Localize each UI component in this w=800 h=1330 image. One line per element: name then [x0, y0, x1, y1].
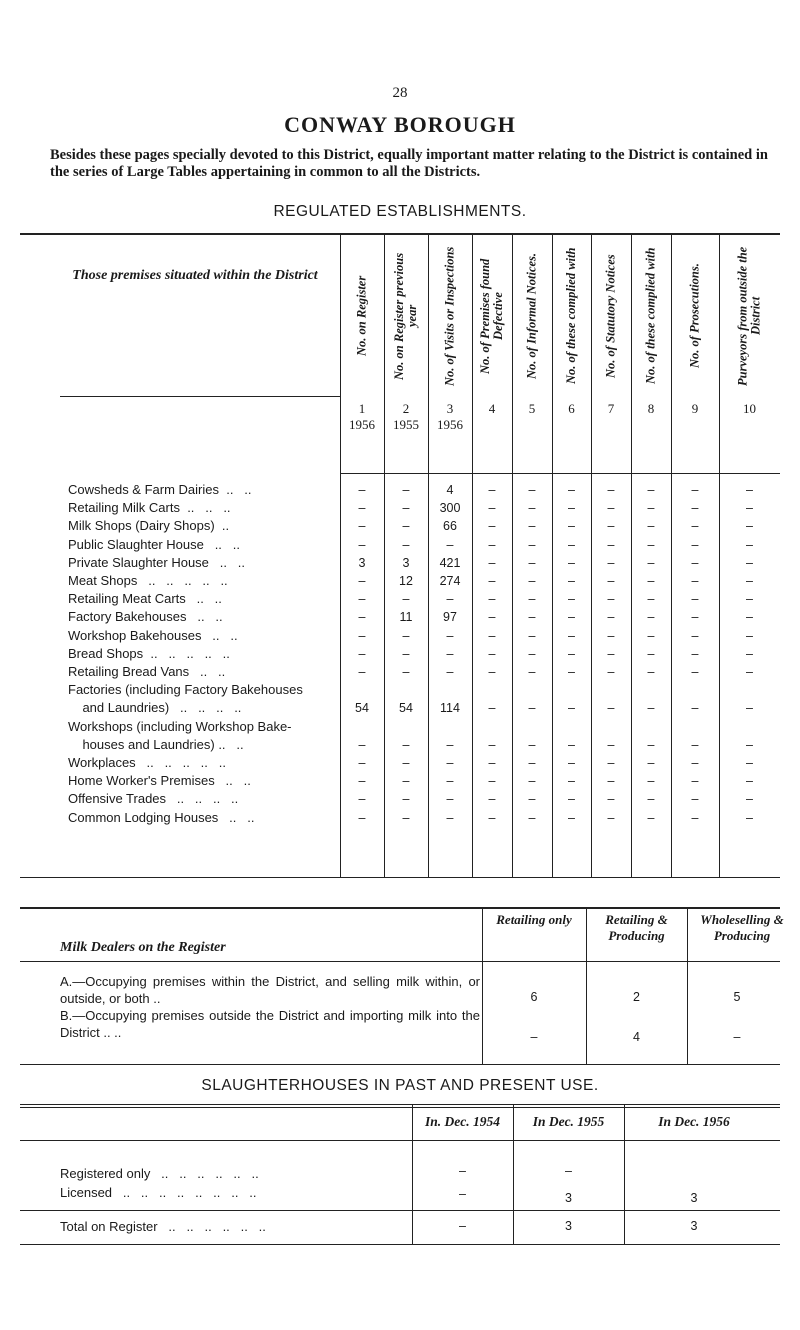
- table-row-label: Retailing Milk Carts .. .. ..: [68, 500, 231, 516]
- milk-col-header-retailing: Retailing only: [496, 912, 572, 927]
- table-cell: –: [402, 628, 410, 643]
- table-bottom-rule: [20, 877, 780, 878]
- intro-paragraph: Besides these pages specially devoted to this District, equally important matter relating to the District is contained in the series of Large Tables appertaining in common to all the Districts.: [50, 147, 768, 180]
- table-cell: –: [358, 592, 366, 607]
- milk-top-rule: [20, 907, 780, 909]
- table-cell: –: [568, 483, 575, 497]
- table-cell: –: [402, 665, 410, 679]
- table-cell: –: [647, 737, 655, 752]
- column-number: 1: [358, 401, 366, 416]
- table-cell: –: [488, 810, 496, 825]
- table-cell: –: [647, 810, 655, 825]
- table-cell: –: [528, 537, 536, 552]
- milk-row-b-wholeselling: –: [733, 1030, 741, 1044]
- table-cell: –: [746, 592, 753, 607]
- table-cell: –: [358, 792, 366, 807]
- table-cell: –: [488, 592, 496, 607]
- table-cell: –: [488, 537, 496, 552]
- table-cell: –: [691, 737, 699, 752]
- table-cell: –: [746, 665, 753, 679]
- slaughter-bottom-rule: [20, 1244, 780, 1245]
- table-cell: –: [402, 756, 410, 770]
- table-cell: –: [746, 646, 753, 661]
- table-cell: –: [691, 592, 699, 607]
- table-cell: –: [607, 501, 615, 516]
- table-cell: –: [746, 701, 753, 716]
- table-cell: –: [528, 665, 536, 679]
- column-header: No. of Visits or Inspections: [442, 246, 457, 386]
- table-cell: –: [746, 610, 753, 625]
- table-cell: –: [402, 646, 410, 661]
- column-number: 7: [607, 401, 615, 416]
- table-cell: –: [746, 574, 753, 588]
- table-cell: –: [528, 574, 536, 588]
- table-row-label: Workplaces .. .. .. .. ..: [68, 755, 226, 770]
- table-cell: 4: [446, 483, 454, 497]
- table-cell: –: [691, 574, 699, 588]
- table-cell: –: [528, 774, 536, 789]
- table-cell: –: [528, 701, 536, 716]
- table-cell: –: [607, 519, 615, 534]
- slaughter-col-1956: In Dec. 1956: [658, 1114, 730, 1129]
- table-cell: –: [746, 792, 753, 807]
- table-cell: 3: [402, 555, 410, 570]
- column-header: No. on Register: [354, 275, 369, 357]
- table-cell: –: [647, 483, 655, 497]
- table-cell: –: [691, 646, 699, 661]
- table-cell: –: [488, 737, 496, 752]
- table-cell: –: [607, 756, 615, 770]
- table-cell: –: [402, 592, 410, 607]
- table-cell: –: [488, 574, 496, 588]
- milk-header-label: Milk Dealers on the Register: [60, 940, 226, 955]
- table-cell: –: [402, 519, 410, 534]
- table-cell: –: [746, 756, 753, 770]
- slaughter-header-rule: [20, 1140, 780, 1141]
- table-cell: 11: [399, 610, 413, 625]
- milk-row-b-retailing: –: [530, 1030, 538, 1044]
- table-cell: –: [607, 701, 615, 716]
- slaughter-registered-1954: –: [459, 1164, 466, 1178]
- table-cell: –: [358, 537, 366, 552]
- table-cell: –: [647, 519, 655, 534]
- table-cell: –: [488, 628, 496, 643]
- table-cell: –: [402, 737, 410, 752]
- table-row-label: Home Worker's Premises .. ..: [68, 773, 251, 789]
- table-cell: –: [358, 483, 366, 497]
- table-cell: –: [402, 774, 410, 789]
- table-cell: –: [691, 792, 699, 807]
- column-number: 6: [568, 401, 575, 416]
- milk-row-b-retailing-producing: 4: [633, 1030, 640, 1044]
- table-cell: 274: [439, 574, 461, 588]
- slaughter-licensed-1955: 3: [565, 1191, 572, 1205]
- table-cell: –: [647, 537, 655, 552]
- table-cell: –: [568, 519, 575, 534]
- table-cell: –: [607, 628, 615, 643]
- table-cell: –: [528, 501, 536, 516]
- table-cell: –: [528, 737, 536, 752]
- page-title: CONWAY BOROUGH: [284, 112, 516, 137]
- milk-col-header-retailing-producing: Retailing & Producing: [605, 912, 668, 943]
- column-header: Purveyors from outside the District: [735, 246, 763, 386]
- column-header: No. of Statutory Notices: [603, 254, 618, 378]
- table-row-label: Factory Bakehouses .. ..: [68, 609, 223, 625]
- milk-row-b-label: B.—Occupying premises outside the District and importing milk into the District .. ..: [60, 1008, 480, 1040]
- table-cell: –: [647, 774, 655, 789]
- table-cell: –: [528, 756, 536, 770]
- table-cell: –: [607, 665, 615, 679]
- table-cell: 97: [443, 610, 457, 625]
- slaughter-total-1955: 3: [565, 1219, 572, 1233]
- milk-row-a-label: A.—Occupying premises within the District, and selling milk within, or outside, or both ..: [60, 974, 480, 1006]
- table-cell: –: [607, 792, 615, 807]
- table-cell: –: [746, 774, 753, 789]
- table-cell: –: [607, 555, 615, 570]
- table-cell: –: [647, 574, 655, 588]
- table-cell: –: [607, 592, 615, 607]
- table-cell: –: [446, 646, 454, 661]
- slaughter-top-rule: [20, 1104, 780, 1105]
- table-cell: –: [402, 810, 410, 825]
- table-cell: –: [568, 555, 575, 570]
- column-year: 1956: [437, 417, 463, 432]
- table-cell: –: [647, 756, 655, 770]
- table-cell: –: [488, 756, 496, 770]
- table-cell: –: [607, 737, 615, 752]
- table-cell: –: [528, 483, 536, 497]
- column-header: No. on Register previous year: [392, 252, 419, 380]
- table-cell: –: [528, 810, 536, 825]
- table-row-label: Factories (including Factory Bakehouses and Laundries) .. .. .. ..: [68, 682, 303, 716]
- slaughter-registered-1955: –: [565, 1164, 572, 1178]
- table-cell: –: [647, 701, 655, 716]
- table-cell: 66: [443, 519, 457, 534]
- column-number: 9: [691, 401, 699, 416]
- milk-col-header-wholeselling: Wholeselling & Producing: [700, 912, 784, 943]
- regulated-heading: REGULATED ESTABLISHMENTS.: [273, 203, 527, 220]
- table-cell: –: [746, 810, 753, 825]
- table-cell: –: [358, 501, 366, 516]
- table-cell: –: [446, 592, 454, 607]
- column-number: 4: [488, 401, 496, 416]
- column-number: 5: [528, 401, 536, 416]
- slaughter-licensed-1956: 3: [690, 1191, 698, 1205]
- table-cell: –: [358, 810, 366, 825]
- table-cell: –: [488, 792, 496, 807]
- table-cell: –: [358, 737, 366, 752]
- table-cell: –: [691, 501, 699, 516]
- table-cell: –: [691, 756, 699, 770]
- table-cell: –: [446, 774, 454, 789]
- table-cell: –: [607, 610, 615, 625]
- table-cell: –: [358, 774, 366, 789]
- table-cell: –: [607, 574, 615, 588]
- table-cell: –: [358, 519, 366, 534]
- table-cell: –: [402, 537, 410, 552]
- table-row-label: Private Slaughter House .. ..: [68, 554, 246, 570]
- table-cell: 54: [355, 701, 369, 716]
- table-cell: –: [488, 519, 496, 534]
- table-cell: 54: [399, 701, 413, 716]
- column-header: No. of these complied with: [643, 247, 658, 385]
- table-cell: –: [647, 792, 655, 807]
- table-cell: –: [691, 519, 699, 534]
- table-cell: –: [446, 737, 454, 752]
- table-cell: 12: [399, 574, 413, 588]
- table-cell: –: [691, 665, 699, 679]
- table-row-label: Cowsheds & Farm Dairies .. ..: [68, 482, 252, 497]
- table-cell: –: [358, 646, 366, 661]
- table-cell: –: [568, 501, 575, 516]
- table-cell: –: [568, 646, 575, 661]
- milk-bottom-rule: [20, 1064, 780, 1065]
- table-cell: –: [488, 483, 496, 497]
- table-cell: –: [746, 555, 753, 570]
- table-cell: 421: [439, 555, 461, 570]
- slaughter-col-1954: In. Dec. 1954: [425, 1114, 500, 1129]
- row-header-label: Those premises situated within the District: [72, 268, 318, 283]
- table-cell: –: [568, 810, 575, 825]
- table-cell: –: [488, 701, 496, 716]
- slaughter-heading: SLAUGHTERHOUSES IN PAST AND PRESENT USE.: [201, 1077, 599, 1094]
- table-cell: –: [358, 574, 366, 588]
- table-cell: –: [402, 483, 410, 497]
- table-cell: –: [746, 483, 753, 497]
- slaughter-total-rule: [20, 1210, 780, 1211]
- slaughter-total-1956: 3: [690, 1219, 698, 1233]
- table-cell: –: [488, 665, 496, 679]
- header-bottom-rule: [340, 473, 780, 474]
- table-cell: –: [647, 646, 655, 661]
- column-number: 2: [402, 401, 410, 416]
- table-cell: –: [446, 810, 454, 825]
- table-cell: –: [691, 483, 699, 497]
- table-cell: –: [358, 665, 366, 679]
- table-cell: –: [358, 610, 366, 625]
- slaughter-licensed-1954: –: [459, 1187, 466, 1201]
- table-cell: –: [746, 737, 753, 752]
- table-cell: –: [568, 774, 575, 789]
- table-cell: –: [746, 501, 753, 516]
- table-cell: –: [568, 756, 575, 770]
- table-cell: –: [528, 646, 536, 661]
- column-header: No. of Premises found Defective: [478, 258, 505, 374]
- table-cell: –: [528, 592, 536, 607]
- column-number: 3: [446, 401, 454, 416]
- table-cell: –: [607, 483, 615, 497]
- table-cell: –: [402, 792, 410, 807]
- table-cell: –: [607, 646, 615, 661]
- table-cell: –: [568, 537, 575, 552]
- table-cell: –: [647, 665, 655, 679]
- table-cell: –: [568, 628, 575, 643]
- milk-row-a-retailing-producing: 2: [633, 990, 640, 1004]
- table-cell: –: [691, 610, 699, 625]
- table-cell: –: [358, 756, 366, 770]
- table-cell: –: [746, 519, 753, 534]
- table-row-label: Workshops (including Workshop Bake- houses and Laundries) .. ..: [68, 718, 292, 752]
- table-cell: –: [446, 628, 454, 643]
- slaughter-row-registered-label: Registered only .. .. .. .. .. ..: [60, 1166, 259, 1181]
- table-row-label: Retailing Meat Carts .. ..: [68, 591, 222, 607]
- slaughter-row-licensed-label: Licensed .. .. .. .. .. .. .. ..: [60, 1185, 257, 1200]
- table-row-label: Public Slaughter House .. ..: [68, 536, 240, 552]
- table-cell: –: [488, 646, 496, 661]
- column-year: 1956: [349, 417, 375, 432]
- table-cell: –: [647, 592, 655, 607]
- table-cell: –: [568, 737, 575, 752]
- table-row-label: Meat Shops .. .. .. .. ..: [68, 573, 228, 588]
- table-cell: –: [568, 701, 575, 716]
- table-cell: –: [647, 501, 655, 516]
- table-cell: 114: [440, 701, 460, 716]
- milk-row-a-retailing: 6: [530, 990, 538, 1004]
- milk-row-a-wholeselling: 5: [733, 990, 741, 1004]
- table-cell: –: [446, 792, 454, 807]
- table-row-label: Milk Shops (Dairy Shops) ..: [68, 518, 230, 534]
- table-row-label: Retailing Bread Vans .. ..: [68, 664, 226, 679]
- column-header: No. of Prosecutions.: [687, 263, 702, 369]
- table-cell: –: [488, 774, 496, 789]
- column-header: No. of Informal Notices.: [524, 252, 539, 380]
- table-cell: –: [488, 501, 496, 516]
- table-row-label: Common Lodging Houses .. ..: [68, 809, 255, 825]
- table-cell: –: [568, 792, 575, 807]
- table-cell: –: [446, 665, 454, 679]
- page-number: 28: [392, 85, 408, 101]
- table-cell: 300: [439, 501, 461, 516]
- column-number: 8: [647, 401, 655, 416]
- table-cell: –: [746, 628, 753, 643]
- table-cell: –: [691, 701, 699, 716]
- table-cell: 3: [358, 555, 366, 570]
- milk-header-rule: [20, 961, 780, 962]
- slaughter-col-1955: In Dec. 1955: [532, 1114, 605, 1129]
- table-cell: –: [358, 628, 366, 643]
- column-header: No. of these complied with: [564, 247, 578, 385]
- table-cell: –: [568, 592, 575, 607]
- table-cell: –: [488, 555, 496, 570]
- table-cell: –: [568, 610, 575, 625]
- table-cell: –: [528, 628, 536, 643]
- table-cell: –: [528, 519, 536, 534]
- table-cell: –: [647, 610, 655, 625]
- slaughter-total-label: Total on Register .. .. .. .. .. ..: [60, 1219, 266, 1234]
- slaughter-top-rule-2: [20, 1107, 780, 1108]
- table-cell: –: [746, 537, 753, 552]
- table-cell: –: [402, 501, 410, 516]
- table-cell: –: [647, 628, 655, 643]
- table-cell: –: [607, 774, 615, 789]
- table-cell: –: [446, 756, 454, 770]
- table-cell: –: [568, 665, 575, 679]
- table-cell: –: [528, 555, 536, 570]
- slaughter-total-1954: –: [459, 1219, 466, 1233]
- row-header-rule: [60, 396, 340, 397]
- table-cell: –: [607, 810, 615, 825]
- table-cell: –: [691, 810, 699, 825]
- table-cell: –: [446, 537, 454, 552]
- column-number: 10: [743, 401, 756, 416]
- table-cell: –: [691, 555, 699, 570]
- table-row-label: Offensive Trades .. .. .. ..: [68, 791, 239, 807]
- table-row-label: Bread Shops .. .. .. .. ..: [68, 645, 230, 661]
- table-top-rule: [20, 233, 780, 235]
- table-cell: –: [607, 537, 615, 552]
- table-cell: –: [528, 792, 536, 807]
- table-cell: –: [691, 537, 699, 552]
- table-cell: –: [568, 574, 575, 588]
- table-cell: –: [647, 555, 655, 570]
- table-cell: –: [528, 610, 536, 625]
- table-cell: –: [691, 628, 699, 643]
- table-cell: –: [488, 610, 496, 625]
- table-cell: –: [691, 774, 699, 789]
- column-year: 1955: [393, 417, 419, 432]
- table-row-label: Workshop Bakehouses .. ..: [68, 627, 238, 643]
